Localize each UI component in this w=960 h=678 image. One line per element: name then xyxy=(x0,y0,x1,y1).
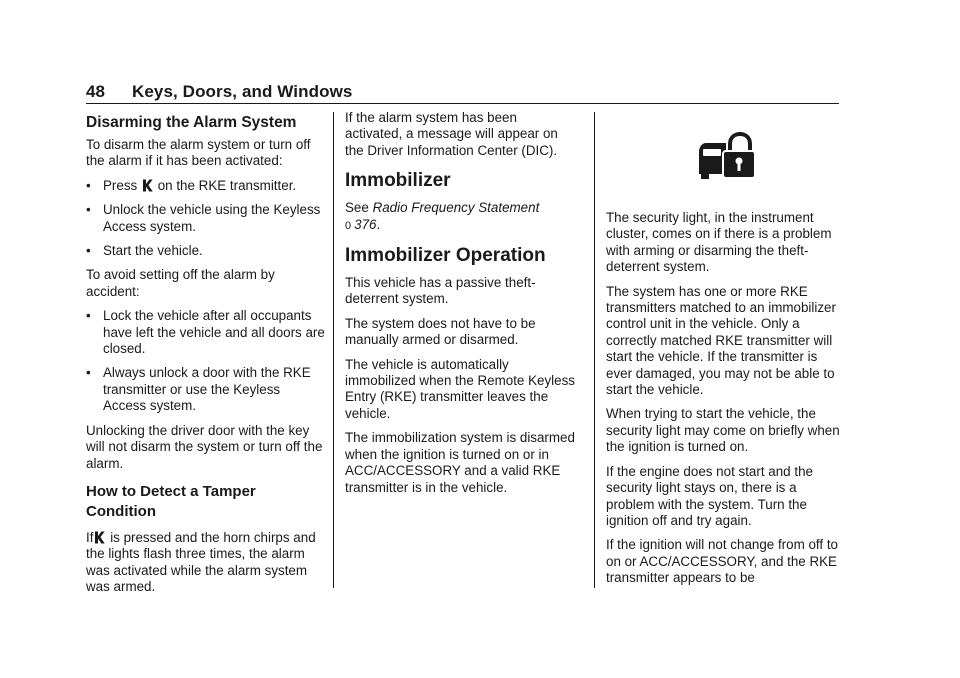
bullet: • xyxy=(86,202,91,218)
section-heading-immobilizer: Immobilizer xyxy=(345,170,451,192)
bullet: • xyxy=(86,177,91,193)
list-item: • Press on the RKE transmitter. xyxy=(86,177,297,193)
paragraph: If the engine does not start and the security light stays on, there is a problem with the system. Turn the ignition off and try again. xyxy=(606,463,813,528)
bullet: • xyxy=(86,243,91,259)
avoid-intro: To avoid setting off the alarm by accident: xyxy=(86,267,275,299)
column-divider xyxy=(594,112,595,588)
avoid-list xyxy=(86,308,326,414)
list-item: • Lock the vehicle after all occupants have left the vehicle and all doors are closed. xyxy=(86,308,325,357)
column-divider xyxy=(333,112,334,588)
paragraph: The system does not have to be manually armed or disarmed. xyxy=(345,315,536,348)
bullet: • xyxy=(86,308,91,324)
page-header xyxy=(86,82,352,102)
list-item: • Always unlock a door with the RKE transmitter or use the Keyless Access system. xyxy=(86,365,311,414)
tamper-paragraph: If is pressed and the horn chirps and the lights flash three times, the alarm was activated while the alarm system was armed. xyxy=(86,529,316,595)
page-title: Keys, Doors, and Windows xyxy=(132,82,353,101)
dic-message-paragraph: If the alarm system has been activated, a message will appear on the Driver Information Center (DIC). xyxy=(345,110,558,158)
page-number: 48 xyxy=(86,82,106,101)
reference-link[interactable]: Radio Frequency Statement xyxy=(372,200,540,216)
list-item: • Unlock the vehicle using the Keyless Access system. xyxy=(86,202,321,234)
paragraph: The vehicle is automatically immobilized when the Remote Keyless Entry (RKE) transmitter leaves the vehicle. xyxy=(345,356,575,421)
disarm-list xyxy=(86,178,326,260)
paragraph: The immobilization system is disarmed when the ignition is turned on or in ACC/ACCESSORY and a valid RKE transmitter is in the vehicle. xyxy=(345,430,575,495)
disarm-intro: To disarm the alarm system or turn off the alarm if it has been activated: xyxy=(86,137,311,169)
key-fob-button-icon xyxy=(94,531,105,544)
list-item: • Start the vehicle. xyxy=(86,243,203,259)
reference-page[interactable]: 376 xyxy=(354,216,377,232)
bullet: • xyxy=(86,365,91,381)
section-heading-immobilizer-operation: Immobilizer Operation xyxy=(345,245,546,267)
page-arrow-icon: 0 xyxy=(345,219,352,232)
header-rule xyxy=(86,103,839,104)
see-reference: See Radio Frequency Statement 0 376. xyxy=(345,200,540,232)
paragraph: The system has one or more RKE transmitters matched to an immobilizer control unit in the vehicle. Only a correctly matched RKE transmitter will start the vehicle. If the transmitter is ever damaged, you may not be able to start the vehicle. xyxy=(606,283,836,398)
security-light-lock-icon xyxy=(697,130,755,180)
column-middle xyxy=(345,110,577,504)
paragraph: This vehicle has a passive theft-deterrent system. xyxy=(345,275,536,307)
paragraph: When trying to start the vehicle, the security light may come on briefly when the ignition is turned on. xyxy=(606,406,840,455)
key-fob-button-icon xyxy=(142,179,153,192)
paragraph: The security light, in the instrument cluster, comes on if there is a problem with arming or disarming the theft-deterrent system. xyxy=(606,210,832,275)
column-left xyxy=(86,110,326,604)
section-heading-disarming: Disarming the Alarm System xyxy=(86,114,297,131)
section-heading-tamper: How to Detect a Tamper Condition xyxy=(86,482,256,520)
unlock-note: Unlocking the driver door with the key will not disarm the system or turn off the alarm. xyxy=(86,422,323,471)
column-right xyxy=(606,210,842,595)
paragraph: If the ignition will not change from off to on or ACC/ACCESSORY, and the RKE transmitter appears to be xyxy=(606,537,838,586)
